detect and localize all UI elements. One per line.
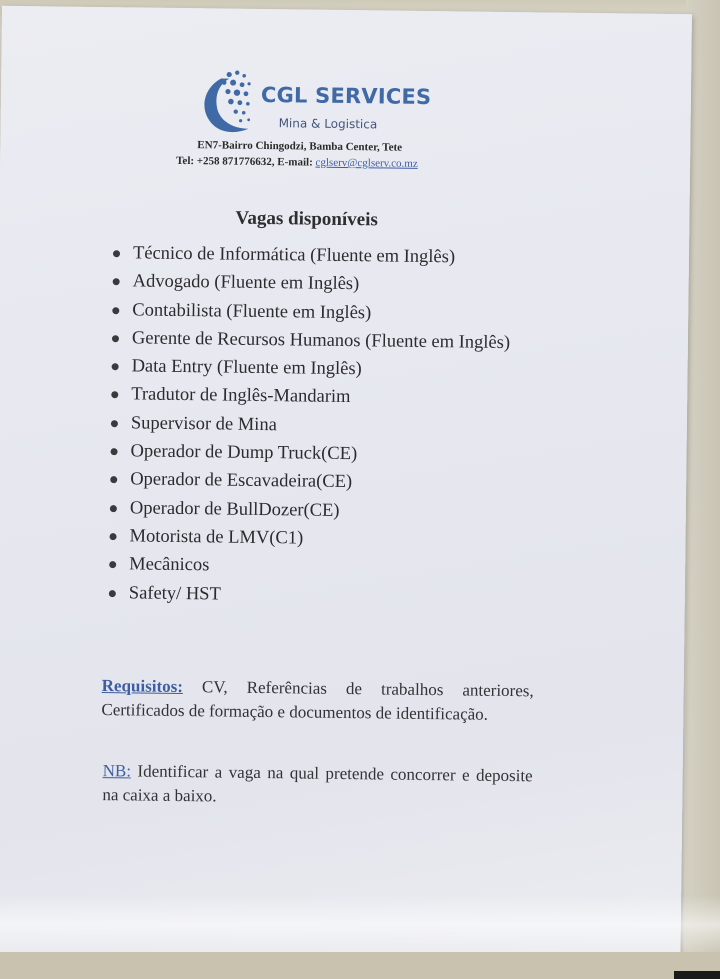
requirements-label: Requisitos:	[101, 676, 184, 697]
vacancy-label: Operador de BullDozer(CE)	[129, 498, 340, 521]
vacancy-label: Contabilista (Fluente em Inglês)	[132, 299, 372, 323]
vacancy-label: Operador de Escavadeira(CE)	[130, 469, 353, 493]
bullet-icon	[111, 448, 118, 455]
bullet-icon	[110, 533, 117, 540]
bullet-icon	[112, 335, 119, 342]
bullet-icon	[112, 307, 119, 314]
company-address: EN7-Bairro Chingodzi, Bamba Center, Tete	[197, 139, 403, 154]
dark-corner	[674, 971, 720, 979]
email-link[interactable]: cglserv@cglserv.co.mz	[315, 156, 418, 170]
bullet-icon	[110, 477, 117, 484]
job-notice-paper	[0, 6, 692, 969]
company-name: CGL SERVICES	[260, 82, 432, 110]
page-title: Vagas disponíveis	[235, 207, 378, 231]
vacancy-label: Técnico de Informática (Fluente em Inglês)	[132, 243, 456, 268]
company-subtitle: Mina & Logistica	[278, 116, 378, 132]
vacancy-label: Data Entry (Fluente em Inglês)	[131, 356, 362, 380]
vacancy-label: Supervisor de Mina	[130, 413, 277, 435]
bullet-icon	[111, 392, 118, 399]
requirements-paragraph	[101, 674, 534, 727]
note-text: Identificar a vaga na qual pretende concorrer e deposite na caixa a baixo.	[102, 761, 533, 806]
vacancy-label: Mecânicos	[129, 554, 210, 576]
vacancy-label: Motorista de LMV(C1)	[129, 526, 304, 549]
bullet-icon	[113, 278, 120, 285]
wall-background-bottom	[0, 952, 720, 979]
bullet-icon	[109, 561, 116, 568]
requirements-text: CV, Referências de trabalhos anteriores, Certificados de formação e documentos de identificação.	[101, 677, 534, 724]
bullet-icon	[110, 505, 117, 512]
wall-background-right	[686, 0, 720, 979]
light-glare	[0, 895, 720, 955]
vacancy-label: Gerente de Recursos Humanos (Fluente em Inglês)	[131, 328, 511, 353]
vacancy-label: Advogado (Fluente em Inglês)	[132, 271, 360, 295]
bullet-icon	[109, 590, 116, 597]
vacancy-label: Tradutor de Inglês-Mandarim	[131, 384, 351, 408]
globe-swoosh-logo-icon	[198, 66, 261, 137]
note-paragraph	[102, 759, 533, 812]
company-contact	[176, 155, 418, 170]
vacancy-label: Operador de Dump Truck(CE)	[130, 441, 358, 465]
vacancy-list	[107, 239, 551, 612]
list-item	[107, 579, 547, 613]
bullet-icon	[112, 363, 119, 370]
phone-text: Tel: +258 871776632, E-mail:	[176, 154, 316, 169]
letterhead-logo	[198, 66, 459, 149]
bullet-icon	[111, 420, 118, 427]
note-label: NB:	[102, 761, 132, 781]
bullet-icon	[113, 250, 120, 257]
vacancy-label: Safety/ HST	[128, 582, 221, 605]
